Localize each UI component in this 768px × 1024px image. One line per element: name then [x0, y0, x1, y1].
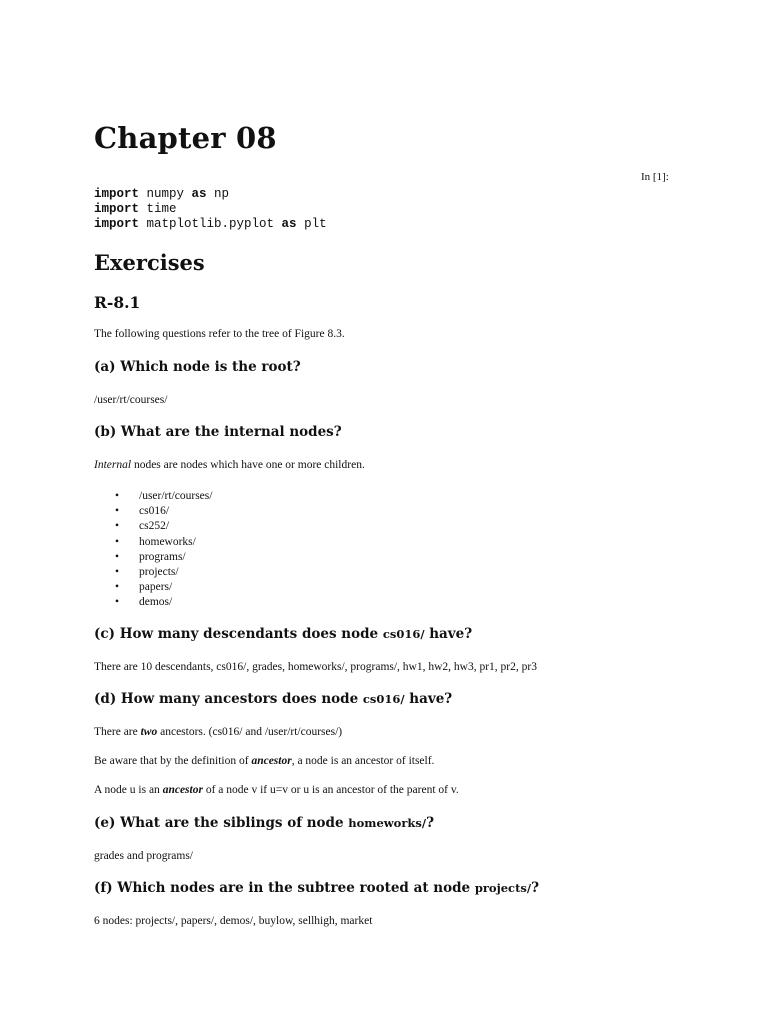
list-item: • cs252/ — [115, 520, 170, 533]
answer-e: grades and programs/ — [94, 850, 193, 862]
intro-text: The following questions refer to the tree of Figure 8.3. — [94, 328, 345, 340]
code-cell — [94, 187, 327, 232]
answer-c: There are 10 descendants, cs016/, grades, homeworks/, programs/, hw1, hw2, hw3, pr1, pr2, pr3 — [94, 661, 537, 673]
answer-b: Internal nodes are nodes which have one or more children. — [94, 459, 365, 471]
exercise-heading: R-8.1 — [94, 293, 141, 312]
list-item: • /user/rt/courses/ — [115, 490, 213, 502]
answer-d-1: There are two ancestors. (cs016/ and /user/rt/courses/) — [94, 726, 343, 738]
list-item: • projects/ — [115, 565, 179, 578]
cell-prompt: In [1]: — [641, 171, 669, 183]
question-c: (c) How many descendants does node cs016/ have? — [94, 626, 473, 642]
chapter-title: Chapter 08 — [94, 121, 277, 155]
answer-d-2: Be aware that by the definition of ancestor, a node is an ancestor of itself. — [94, 755, 435, 767]
question-d: (d) How many ancestors does node cs016/ have? — [94, 691, 453, 707]
question-e: (e) What are the siblings of node homeworks/? — [94, 815, 434, 831]
code-line: import time — [94, 202, 177, 216]
answer-d-3: A node u is an ancestor of a node v if u=v or u is an ancestor of the parent of v. — [94, 784, 459, 796]
list-item: • demos/ — [115, 596, 173, 609]
list-item: • homeworks/ — [115, 535, 196, 548]
list-item: • papers/ — [115, 581, 173, 594]
internal-nodes-list — [94, 489, 212, 611]
list-item: • cs016/ — [115, 505, 170, 518]
code-line: import numpy as np — [94, 187, 230, 201]
question-b: (b) What are the internal nodes? — [94, 424, 342, 440]
answer-f: 6 nodes: projects/, papers/, demos/, buylow, sellhigh, market — [94, 915, 373, 927]
question-a: (a) Which node is the root? — [94, 359, 301, 375]
list-item: • programs/ — [115, 550, 186, 563]
exercises-heading: Exercises — [94, 250, 205, 275]
answer-a: /user/rt/courses/ — [94, 394, 168, 406]
question-f: (f) Which nodes are in the subtree rooted at node projects/? — [94, 880, 539, 896]
code-line: import matplotlib.pyplot as plt — [94, 217, 327, 231]
